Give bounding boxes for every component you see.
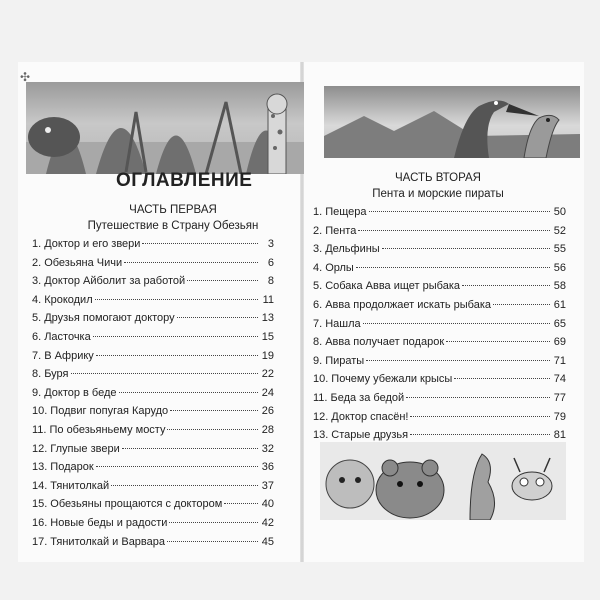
chapter-number: 10.: [313, 373, 329, 386]
toc-entry: [32, 536, 274, 555]
part-two-title: Пента и морские пираты: [372, 188, 504, 200]
chapter-number: 4.: [313, 261, 323, 274]
chapter-number: 4.: [32, 293, 42, 306]
dot-leader: [167, 429, 258, 430]
toc-entry: [32, 424, 274, 443]
toc-entry: [32, 461, 274, 480]
chapter-page-number: 71: [553, 354, 566, 367]
toc-entry: [32, 498, 274, 517]
toc-entry: [313, 299, 566, 318]
chapter-page-number: 3: [267, 238, 274, 250]
chapter-page-number: 69: [553, 336, 566, 349]
toc-entry: [32, 480, 274, 499]
chapter-page-number: 6: [267, 256, 274, 269]
toc-entry: [313, 318, 566, 337]
dot-leader: [95, 299, 258, 300]
chapter-number: 1.: [313, 206, 323, 218]
chapter-number: 5.: [32, 312, 42, 325]
chapter-title: Доктор спасён!: [331, 410, 409, 423]
toc-entry: [313, 243, 566, 262]
animals-illustration: [320, 442, 566, 520]
dot-leader: [170, 410, 258, 411]
dot-leader: [224, 503, 258, 504]
chapter-title: Подарок: [50, 461, 94, 474]
toc-entry: [32, 294, 274, 313]
chapter-page-number: 74: [553, 373, 566, 386]
chapter-title: Буря: [44, 368, 69, 381]
dot-leader: [96, 466, 258, 467]
chapter-title: Пираты: [325, 354, 365, 367]
chapter-title: Авва получает подарок: [325, 336, 445, 349]
chapter-title: В Африку: [44, 349, 94, 362]
chapter-title: По обезьяньему мосту: [49, 423, 166, 436]
chapter-title: Доктор и его звери: [44, 238, 141, 250]
toc-entry: [32, 387, 274, 406]
chapter-number: 17.: [32, 535, 48, 548]
chapter-number: 7.: [313, 317, 323, 330]
dot-leader: [446, 341, 550, 342]
dot-leader: [119, 392, 258, 393]
toc-entry: [32, 331, 274, 350]
dot-leader: [111, 485, 258, 486]
chapter-title: Орлы: [325, 261, 354, 274]
chapter-title: Доктор в беде: [44, 386, 117, 399]
chapter-number: 13.: [313, 429, 329, 442]
chapter-page-number: 61: [553, 298, 566, 311]
dot-leader: [93, 336, 258, 337]
chapter-page-number: 55: [553, 243, 566, 256]
chapter-number: 12.: [32, 442, 48, 455]
chapter-number: 5.: [313, 280, 323, 293]
chapter-page-number: 42: [261, 516, 274, 529]
chapter-page-number: 45: [261, 535, 274, 548]
dot-leader: [169, 522, 258, 523]
toc-entry: [313, 411, 566, 430]
toc-entry: [313, 206, 566, 225]
chapter-title: Нашла: [325, 317, 361, 330]
dot-leader: [187, 280, 258, 281]
dot-leader: [363, 323, 550, 324]
chapter-page-number: 81: [553, 429, 566, 442]
chapter-page-number: 58: [553, 280, 566, 293]
chapter-title: Почему убежали крысы: [331, 373, 453, 386]
chapter-page-number: 52: [553, 224, 566, 237]
chapter-page-number: 28: [261, 423, 274, 436]
chapter-page-number: 36: [261, 461, 274, 474]
chapter-title: Обезьяна Чичи: [44, 256, 123, 269]
chapter-page-number: 22: [261, 368, 274, 381]
chapter-page-number: 32: [261, 442, 274, 455]
chapter-page-number: 56: [553, 261, 566, 274]
chapter-page-number: 77: [553, 391, 566, 404]
jungle-illustration: [26, 82, 304, 174]
dot-leader: [454, 378, 550, 379]
chapter-title: Пента: [325, 224, 357, 237]
chapter-title: Глупые звери: [50, 442, 120, 455]
chapter-number: 13.: [32, 461, 48, 474]
part-one-title: Путешествие в Страну Обезьян: [87, 220, 259, 232]
toc-entry: [313, 429, 566, 448]
dot-leader: [356, 267, 550, 268]
chapter-number: 15.: [32, 498, 48, 511]
toc-entry: [313, 355, 566, 374]
toc-entry: [313, 392, 566, 411]
chapter-number: 2.: [313, 224, 323, 237]
chapter-title: Крокодил: [44, 293, 93, 306]
chapter-page-number: 15: [261, 330, 274, 343]
chapter-title: Пещера: [325, 206, 367, 218]
part-two-chapter-list: [313, 206, 566, 448]
chapter-title: Тянитолкай: [50, 479, 110, 492]
chapter-number: 2.: [32, 256, 42, 269]
chapter-number: 7.: [32, 349, 42, 362]
chapter-page-number: 79: [553, 410, 566, 423]
dot-leader: [96, 355, 258, 356]
toc-entry: [313, 225, 566, 244]
chapter-title: Новые беды и радости: [50, 516, 168, 529]
toc-entry: [32, 350, 274, 369]
dot-leader: [358, 230, 550, 231]
chapter-page-number: 13: [261, 312, 274, 325]
toc-entry: [32, 368, 274, 387]
chapter-page-number: 8: [267, 275, 274, 288]
dot-leader: [382, 248, 550, 249]
toc-entry: [32, 443, 274, 462]
dot-leader: [124, 262, 258, 263]
toc-entry: [32, 257, 274, 276]
chapter-number: 16.: [32, 516, 48, 529]
chapter-number: 9.: [32, 386, 42, 399]
chapter-number: 8.: [32, 368, 42, 381]
page-title: ОГЛАВЛЕНИЕ: [116, 170, 253, 191]
dot-leader: [493, 304, 550, 305]
chapter-number: 8.: [313, 336, 323, 349]
part-two-label: ЧАСТЬ ВТОРАЯ: [394, 172, 481, 184]
dot-leader: [369, 211, 551, 212]
toc-entry: [313, 262, 566, 281]
printer-mark-icon: ✣: [20, 70, 31, 84]
chapter-number: 9.: [313, 354, 323, 367]
part-one-label: ЧАСТЬ ПЕРВАЯ: [129, 204, 217, 216]
chapter-page-number: 65: [553, 317, 566, 330]
dot-leader: [177, 317, 258, 318]
chapter-number: 3.: [313, 243, 323, 256]
chapter-title: Авва продолжает искать рыбака: [325, 298, 492, 311]
toc-entry: [313, 336, 566, 355]
chapter-number: 1.: [32, 238, 42, 250]
chapter-page-number: 26: [261, 405, 274, 418]
toc-entry: [313, 373, 566, 392]
chapter-page-number: 11: [262, 293, 274, 306]
dot-leader: [122, 448, 258, 449]
dot-leader: [71, 373, 259, 374]
toc-entry: [32, 517, 274, 536]
chapter-number: 11.: [313, 391, 328, 404]
chapter-number: 6.: [313, 298, 323, 311]
chapter-page-number: 40: [261, 498, 274, 511]
chapter-page-number: 50: [553, 206, 566, 218]
birds-illustration: [324, 86, 580, 158]
chapter-title: Обезьяны прощаются с доктором: [50, 498, 223, 511]
toc-entry: [32, 238, 274, 257]
chapter-page-number: 37: [261, 479, 274, 492]
dot-leader: [167, 541, 258, 542]
chapter-title: Дельфины: [325, 243, 380, 256]
chapter-title: Ласточка: [44, 330, 91, 343]
part-one-chapter-list: [32, 238, 274, 554]
chapter-title: Старые друзья: [331, 429, 409, 442]
chapter-number: 11.: [32, 423, 47, 436]
chapter-number: 6.: [32, 330, 42, 343]
chapter-page-number: 19: [261, 349, 274, 362]
chapter-number: 14.: [32, 479, 48, 492]
chapter-page-number: 24: [261, 386, 274, 399]
chapter-title: Подвиг попугая Карудо: [50, 405, 169, 418]
chapter-number: 10.: [32, 405, 48, 418]
chapter-number: 3.: [32, 275, 42, 288]
dot-leader: [462, 285, 550, 286]
dot-leader: [366, 360, 550, 361]
chapter-number: 12.: [313, 410, 329, 423]
dot-leader: [410, 416, 550, 417]
dot-leader: [406, 397, 550, 398]
toc-entry: [313, 280, 566, 299]
toc-entry: [32, 275, 274, 294]
toc-entry: [32, 405, 274, 424]
dot-leader: [142, 243, 258, 244]
dot-leader: [410, 434, 550, 435]
chapter-title: Тянитолкай и Варвара: [50, 535, 166, 548]
chapter-title: Собака Авва ищет рыбака: [325, 280, 460, 293]
chapter-title: Беда за бедой: [330, 391, 405, 404]
chapter-title: Доктор Айболит за работой: [44, 275, 186, 288]
chapter-title: Друзья помогают доктору: [44, 312, 175, 325]
toc-entry: [32, 312, 274, 331]
